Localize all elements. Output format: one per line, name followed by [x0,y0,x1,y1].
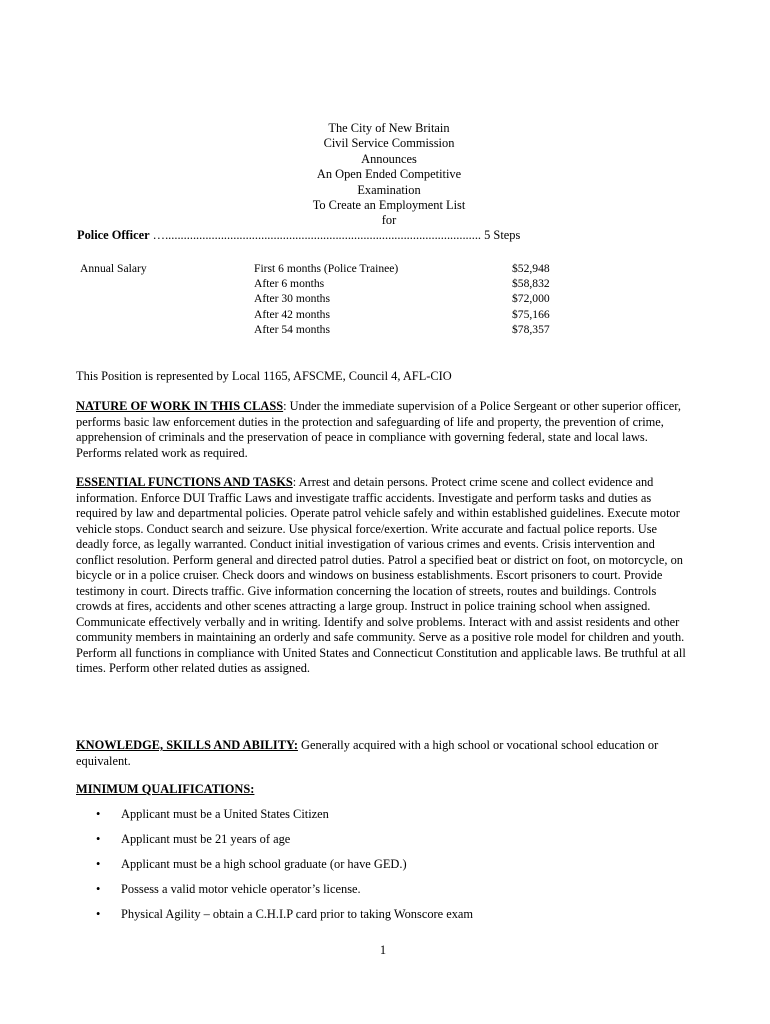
list-item [96,806,473,831]
salary-period: First 6 months (Police Trainee) [254,262,399,275]
header-line: To Create an Employment List [312,198,466,213]
dot-leader: …...................................................................................................... [149,228,482,242]
nature-of-work-text: : Under the immediate supervision of a Police Sergeant or other superior officer, performs basic law enforcement duties in the protection and safeguarding of life and property, the prevention of crime, apprehension of criminals and the preservation of peace in compliance with governing federal, state and local laws. Performs related work as required. [76,399,681,460]
header-line: An Open Ended Competitive [316,167,462,182]
position-title-line [77,228,597,244]
list-item [96,856,473,881]
ksa-heading: KNOWLEDGE, SKILLS AND ABILITY: [76,738,298,752]
essential-functions-section [76,475,692,677]
salary-period: After 6 months [254,277,325,291]
salary-amount: $75,166 [512,307,550,321]
list-item [96,906,473,931]
announcement-header [0,121,770,229]
nature-of-work-heading: NATURE OF WORK IN THIS CLASS [76,399,284,413]
position-title: Police Officer [77,228,150,242]
qualifications-list [96,806,473,931]
salary-amount: $58,832 [512,277,550,291]
bullet-icon: • [96,857,101,871]
essential-functions-text: : Arrest and detain persons. Protect crime scene and collect evidence and information. Enforce DUI Traffic Laws and investigate traffic accidents. Investigate and perform tasks and duties as required by law and departmental policies. Operate patrol vehicle safely and within established guidelines. Execute motor vehicle stops. Conduct search and seizure. Use physical force/exertion. Write accurate and factual police reports. Use deadly force, as legally warranted. Conduct initial investigation of various crimes and events. Crisis intervention and conflict resolution. Perform general and directed patrol duties. Patrol a specified beat or district on foot, on motorcycle, on bicycle or in a police cruiser. Check doors and windows on business establishments. Escort prisoners to court. Provide testimony in court. Directs traffic. Give information concerning the location of streets, routes and buildings. Controls crowds at fires, accidents and other scenes attracting a large group. Instruct in police training school when assigned. Communicate effectively verbally and in writing. Identify and solve problems. Interact with and assist residents and other community members in maintaining an orderly and safe community. Serve as a positive role model for children and youth. Perform all functions in compliance with United States and Connecticut Constitution and applicable laws. Be truthful at all times. Perform other related duties as assigned. [76,475,686,675]
qualification-text: Applicant must be a United States Citizen [121,807,329,821]
salary-label [80,261,147,276]
bullet-icon: • [96,807,101,821]
bullet-icon: • [96,882,101,896]
salary-period: After 54 months [254,322,330,336]
ksa-section [76,738,692,769]
salary-amount: $52,948 [512,262,550,275]
header-line: Examination [357,182,421,197]
bullet-icon: • [96,907,101,921]
qualification-text: Applicant must be 21 years of age [121,832,291,846]
header-line: Announces [361,151,417,166]
essential-functions-heading: ESSENTIAL FUNCTIONS AND TASKS [76,475,293,489]
salary-amount: $72,000 [512,292,550,306]
position-steps: 5 Steps [481,228,521,242]
minimum-qualifications-heading: MINIMUM QUALIFICATIONS: [76,782,255,796]
header-line: The City of New Britain [328,121,450,135]
salary-period: After 42 months [254,307,330,321]
header-line: Civil Service Commission [323,136,455,151]
bullet-icon: • [96,832,101,846]
qualification-text: Possess a valid motor vehicle operator’s license. [121,882,361,896]
representation-statement: This Position is represented by Local 1165, AFSCME, Council 4, AFL-CIO [76,369,452,383]
page-number: 1 [379,943,387,957]
header-line: for [381,213,397,228]
qualification-text: Applicant must be a high school graduate (or have GED.) [121,857,407,871]
salary-label-text: Annual Salary [80,262,147,275]
salary-amounts [512,261,550,337]
salary-periods [254,261,398,337]
list-item [96,881,473,906]
nature-of-work-section [76,399,692,461]
salary-period: After 30 months [254,292,330,306]
ksa-text: Generally acquired with a high school or vocational school education or equivalent. [76,738,659,768]
list-item [96,831,473,856]
qualification-text: Physical Agility – obtain a C.H.I.P card prior to taking Wonscore exam [121,907,474,921]
salary-amount: $78,357 [512,322,550,336]
